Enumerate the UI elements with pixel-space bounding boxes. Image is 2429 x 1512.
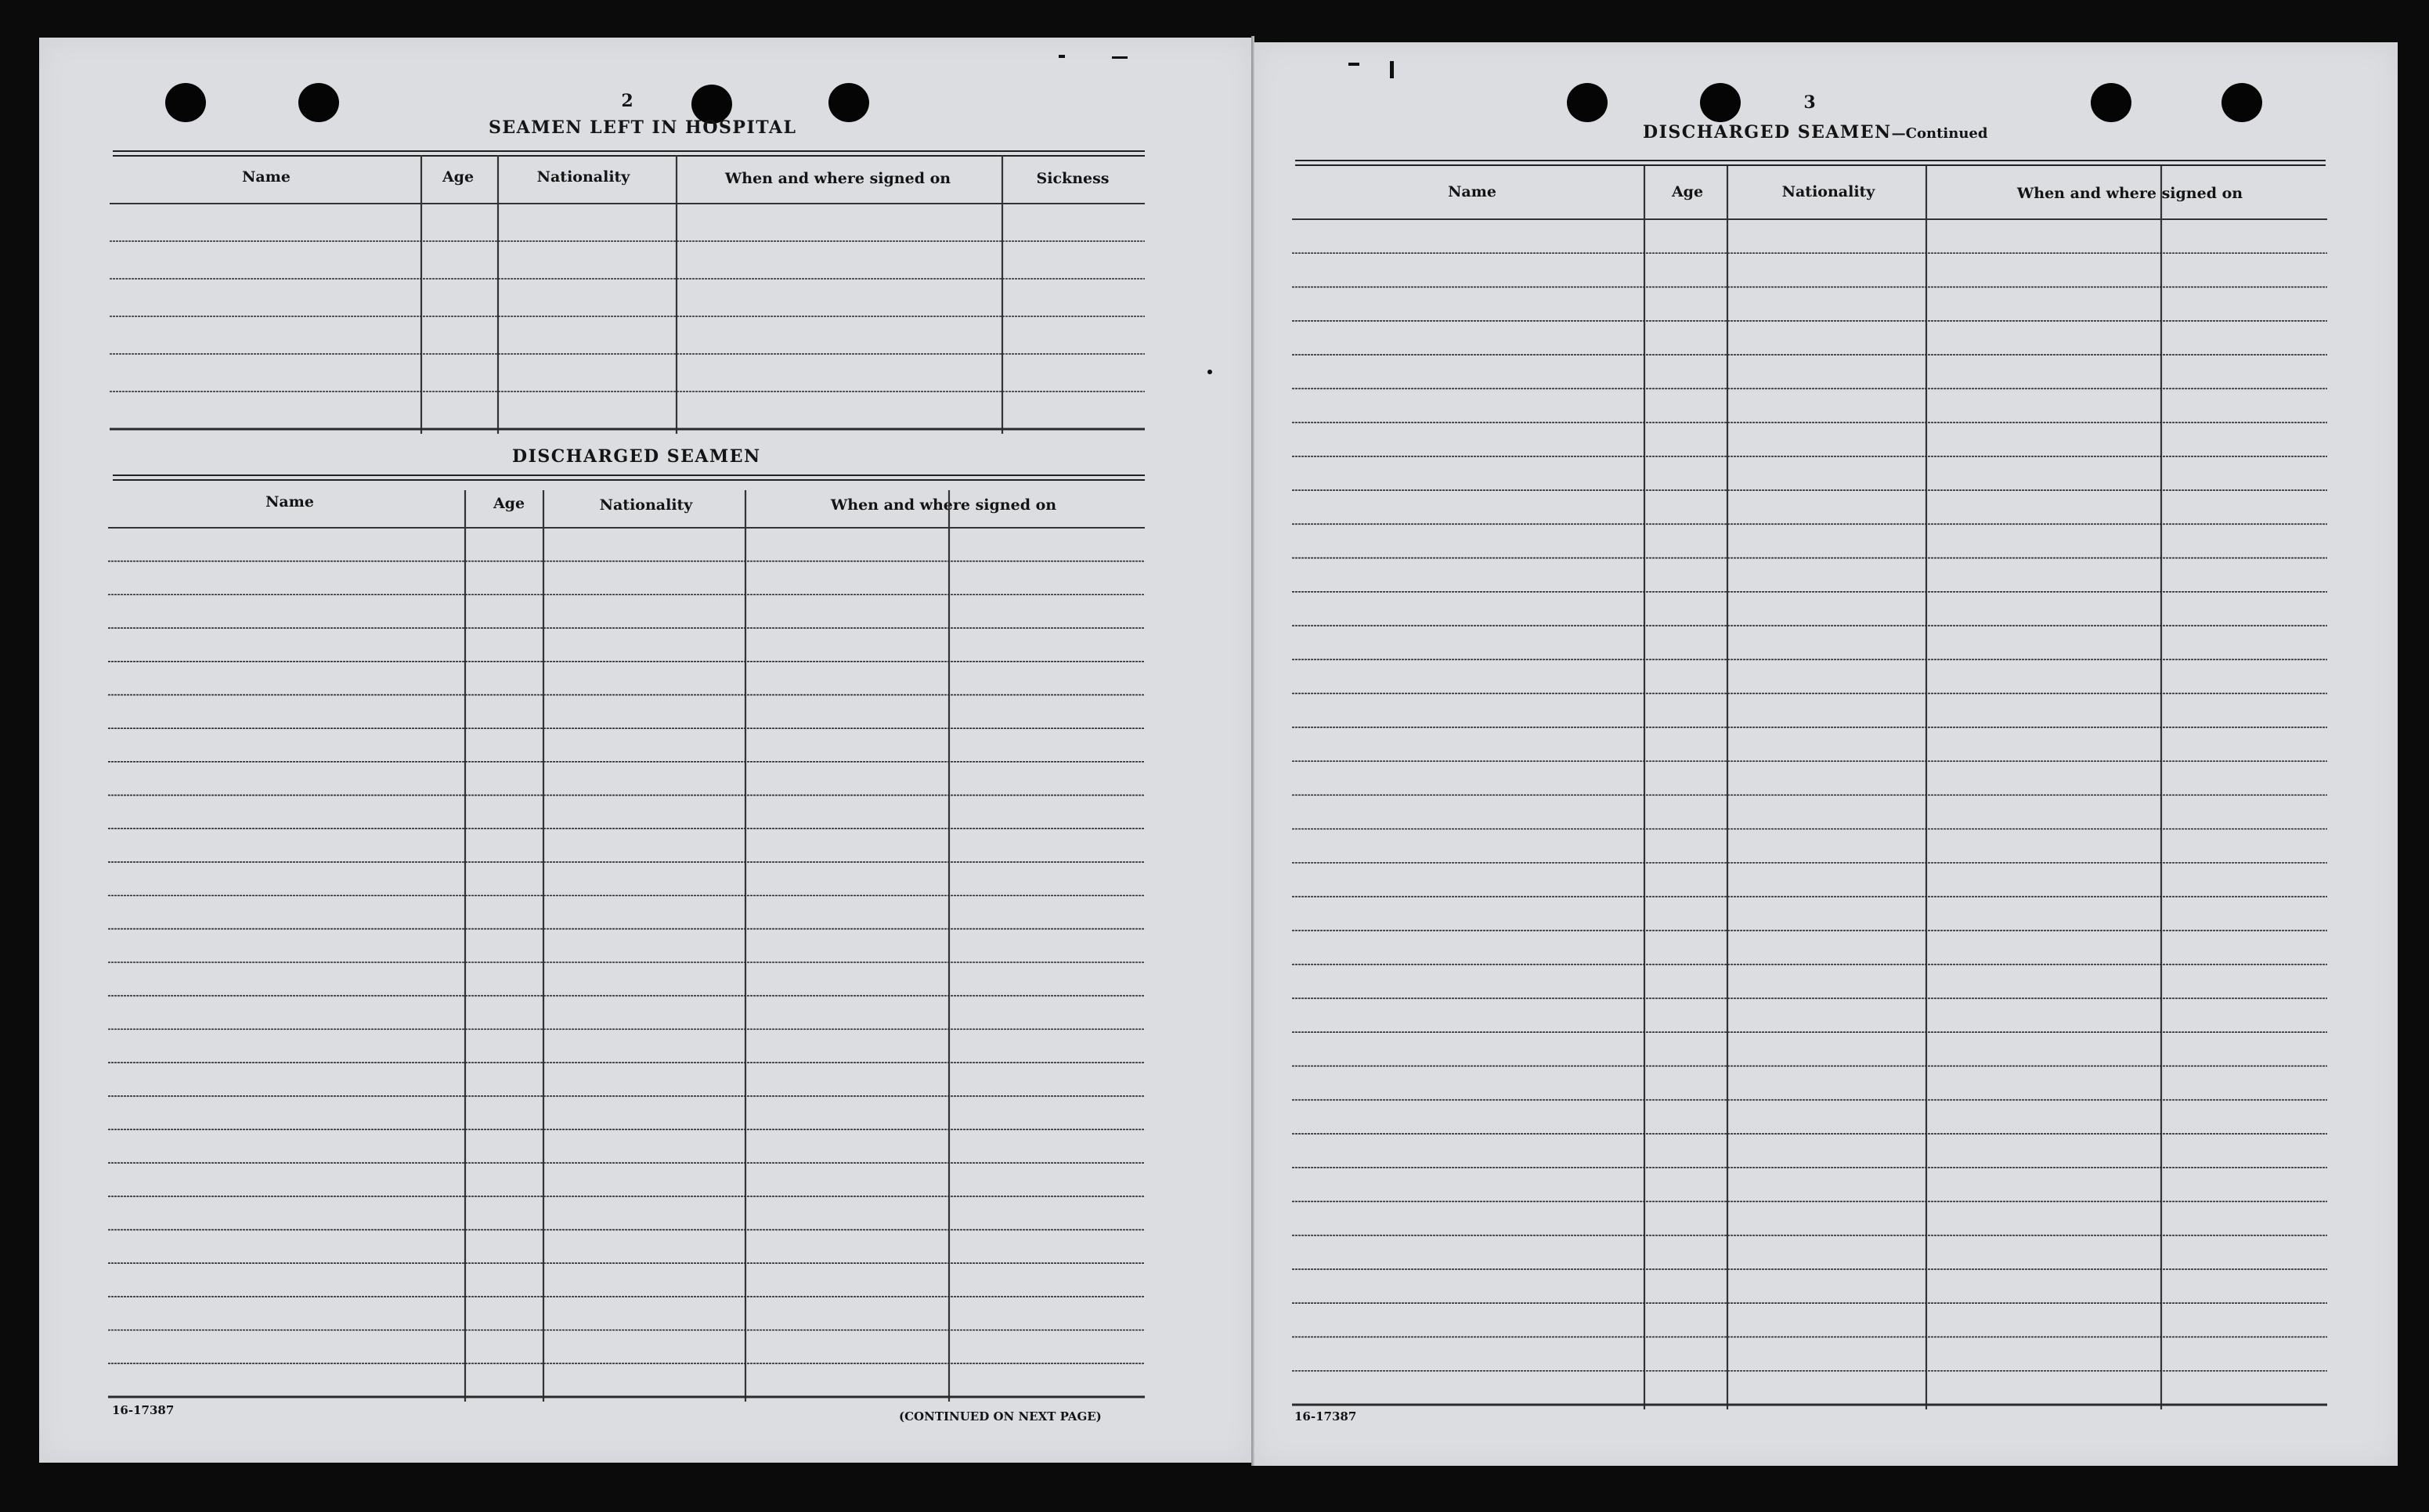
page-fold bbox=[1251, 36, 1254, 1466]
hospital-col-name: Name bbox=[242, 168, 291, 186]
hospital-table-grid bbox=[110, 155, 1145, 434]
hospital-col-nationality: Nationality bbox=[536, 168, 630, 186]
punch-hole bbox=[165, 83, 206, 122]
hospital-section-title: SEAMEN LEFT IN HOSPITAL bbox=[489, 117, 797, 138]
continued-note: (CONTINUED ON NEXT PAGE) bbox=[899, 1409, 1102, 1424]
continued-title-main: DISCHARGED SEAMEN bbox=[1643, 122, 1892, 143]
page-number-right: 3 bbox=[1803, 92, 1816, 113]
ink-mark bbox=[1390, 61, 1394, 78]
discharged-section-title: DISCHARGED SEAMEN bbox=[512, 446, 761, 467]
continued-col-nationality: Nationality bbox=[1781, 183, 1875, 200]
discharged-table-grid bbox=[108, 484, 1145, 1402]
ruled-grid bbox=[1292, 166, 2327, 1409]
ink-mark bbox=[1207, 370, 1212, 374]
form-number-right: 16-17387 bbox=[1294, 1409, 1357, 1424]
continued-table-grid bbox=[1292, 166, 2327, 1409]
ink-mark bbox=[1348, 63, 1359, 66]
continued-title-suffix: —Continued bbox=[1891, 125, 1988, 142]
hospital-col-age: Age bbox=[442, 168, 475, 186]
discharged-col-name: Name bbox=[265, 493, 314, 511]
discharged-col-signed-on: When and where signed on bbox=[830, 496, 1057, 514]
discharged-col-nationality: Nationality bbox=[599, 496, 693, 514]
hospital-col-signed-on: When and where signed on bbox=[724, 170, 951, 187]
ink-mark bbox=[1059, 55, 1065, 58]
continued-col-signed-on: When and where signed on bbox=[2016, 185, 2243, 202]
ruled-grid bbox=[110, 155, 1145, 434]
hospital-col-sickness: Sickness bbox=[1036, 170, 1110, 187]
continued-col-age: Age bbox=[1671, 183, 1704, 200]
continued-header-rule bbox=[1295, 160, 2326, 166]
continued-col-name: Name bbox=[1448, 183, 1496, 200]
continued-section-title bbox=[1643, 122, 1987, 143]
discharged-col-age: Age bbox=[493, 495, 525, 512]
form-number-left: 16-17387 bbox=[112, 1403, 175, 1417]
page-number-left: 2 bbox=[621, 91, 633, 111]
punch-hole bbox=[1700, 83, 1741, 122]
ink-mark bbox=[1112, 56, 1128, 59]
punch-hole bbox=[828, 83, 869, 122]
ruled-grid bbox=[108, 484, 1145, 1402]
punch-hole bbox=[1567, 83, 1608, 122]
punch-hole bbox=[2221, 83, 2262, 122]
punch-hole bbox=[2091, 83, 2131, 122]
punch-hole bbox=[298, 83, 339, 122]
discharged-header-rule bbox=[113, 475, 1145, 481]
